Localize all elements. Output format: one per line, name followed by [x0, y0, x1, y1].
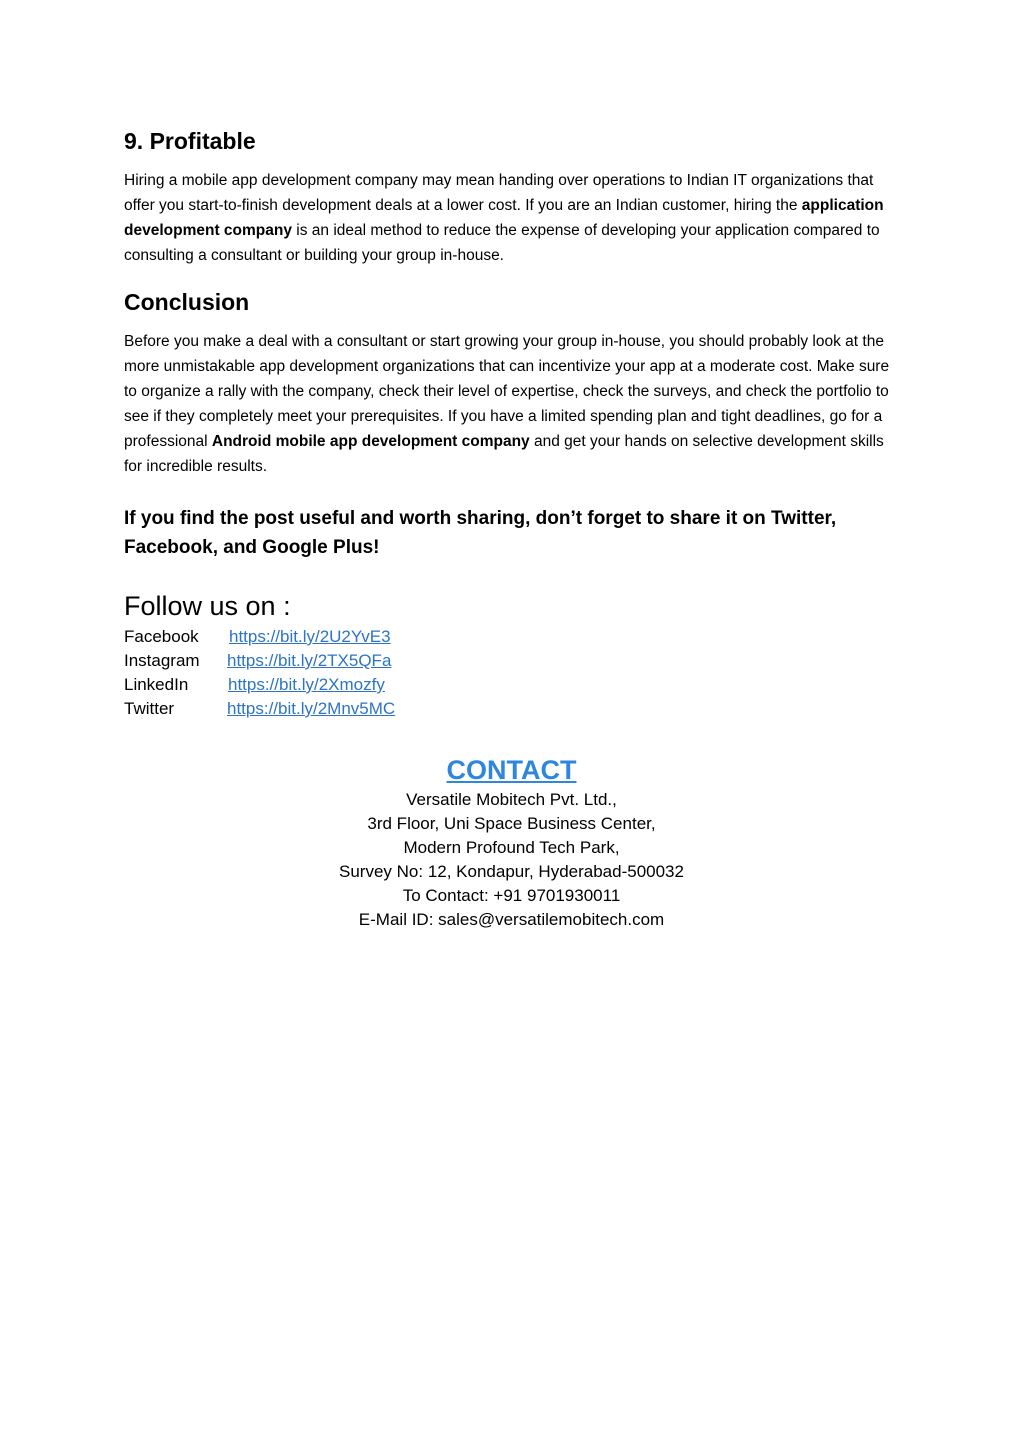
contact-email: E-Mail ID: sales@versatilemobitech.com	[358, 910, 665, 929]
social-name: Twitter	[124, 699, 175, 718]
share-note: If you find the post useful and worth sharing, don’t forget to share it on Twitter, Facebook, and Google Plus!	[124, 508, 837, 558]
contact-address-line: Modern Profound Tech Park,	[403, 838, 620, 857]
section-heading-profitable: 9. Profitable	[124, 128, 256, 154]
instagram-link[interactable]: https://bit.ly/2TX5QFa	[227, 651, 392, 670]
contact-company-name: Versatile Mobitech Pvt. Ltd.,	[406, 790, 617, 809]
social-row-facebook	[124, 625, 904, 649]
contact-phone: To Contact: +91 9701930011	[402, 886, 621, 905]
social-name: Instagram	[124, 651, 200, 670]
social-row-twitter	[124, 697, 904, 721]
contact-title: CONTACT	[446, 755, 577, 785]
social-name: Facebook	[124, 627, 199, 646]
contact-address-line: 3rd Floor, Uni Space Business Center,	[367, 814, 656, 833]
twitter-link[interactable]: https://bit.ly/2Mnv5MC	[227, 699, 396, 718]
contact-block	[0, 752, 1023, 932]
document-page	[124, 124, 904, 721]
paragraph-text: is an ideal method to reduce the expense of developing your application compared to consulting a consultant or building your group in-house.	[124, 222, 880, 264]
section-heading-conclusion: Conclusion	[124, 289, 250, 315]
bold-phrase: Android mobile app development company	[211, 433, 530, 450]
paragraph-text: Before you make a deal with a consultant or start growing your group in-house, you should probably look at the more unmistakable app development organizations that can incentivize your app at a moderate cost. Make sure to organize a rally with the company, check their level of expertise, check the surveys, and check the portfolio to see if they completely meet your prerequisites. If you have a limited spending plan and tight deadlines, go for a professional	[124, 333, 890, 450]
social-row-linkedin	[124, 673, 904, 697]
facebook-link[interactable]: https://bit.ly/2U2YvE3	[229, 627, 391, 646]
paragraph-text: and get your hands on selective development skills for incredible results.	[124, 433, 884, 475]
bold-phrase: application development company	[124, 197, 884, 239]
paragraph-conclusion	[124, 329, 904, 479]
social-name: LinkedIn	[124, 675, 189, 694]
follow-us-title: Follow us on :	[124, 591, 291, 621]
linkedin-link[interactable]: https://bit.ly/2Xmozfy	[228, 675, 385, 694]
social-links-list	[124, 625, 904, 721]
paragraph-text: Hiring a mobile app development company may mean handing over operations to Indian IT organizations that offer you start-to-finish development deals at a lower cost. If you are an Indian customer, hiring the	[124, 172, 874, 214]
contact-address-line: Survey No: 12, Kondapur, Hyderabad-500032	[339, 862, 684, 881]
social-row-instagram	[124, 649, 904, 673]
paragraph-profitable	[124, 168, 904, 268]
